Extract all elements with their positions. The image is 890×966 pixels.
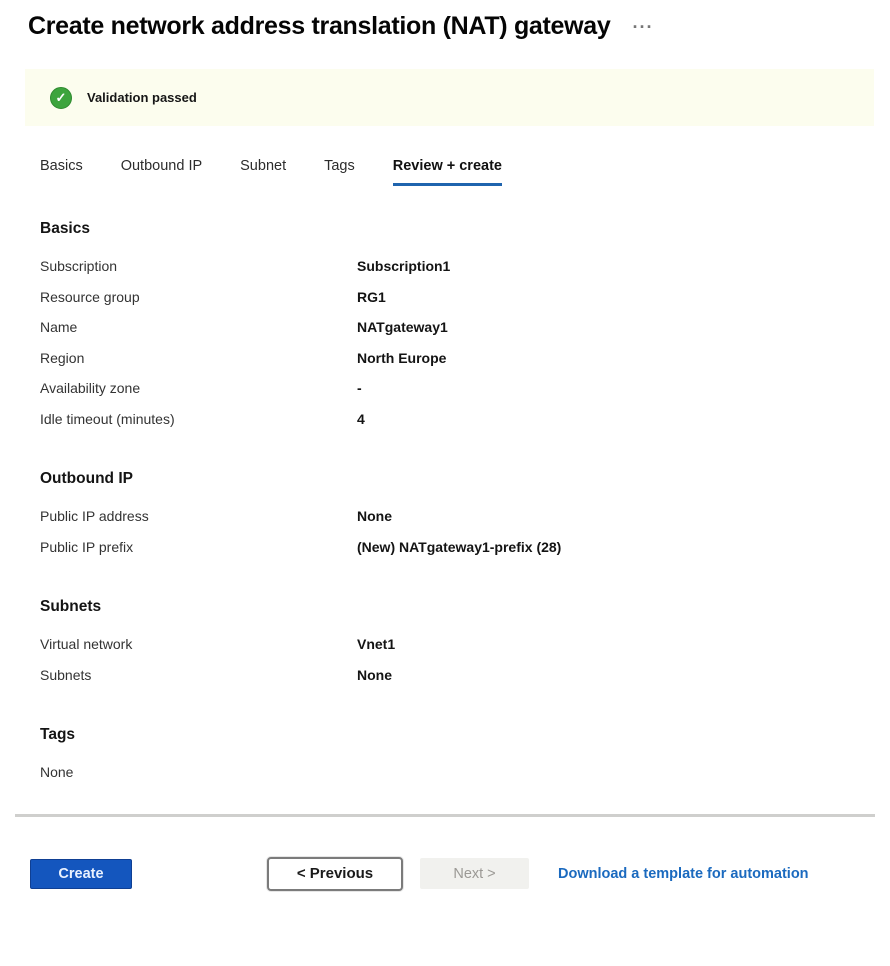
download-template-link[interactable]: Download a template for automation <box>558 865 809 882</box>
previous-button[interactable]: < Previous <box>267 857 403 891</box>
tab-basics[interactable]: Basics <box>40 158 83 174</box>
row-label: Public IP prefix <box>40 538 134 555</box>
row-label: Public IP address <box>40 508 149 525</box>
review-row <box>40 373 890 404</box>
section-subnets <box>40 598 890 690</box>
section-basics <box>40 220 890 434</box>
row-label: Virtual network <box>40 636 133 653</box>
row-value: North Europe <box>357 349 447 366</box>
row-value: Subscription1 <box>357 258 451 275</box>
section-heading-basics: Basics <box>40 220 90 237</box>
section-outbound-ip <box>40 470 890 562</box>
review-row <box>40 312 890 343</box>
row-label: Subnets <box>40 666 92 683</box>
footer-actions <box>30 857 890 891</box>
review-row <box>40 251 890 282</box>
row-label: Name <box>40 319 78 336</box>
tab-subnet[interactable]: Subnet <box>240 158 287 174</box>
page-title: Create network address translation (NAT) gateway <box>28 12 611 40</box>
check-circle-icon: ✓ <box>50 87 72 109</box>
row-value: RG1 <box>357 288 386 305</box>
row-label: Resource group <box>40 288 140 305</box>
row-value: NATgateway1 <box>357 319 448 336</box>
section-heading-outbound-ip: Outbound IP <box>40 470 133 487</box>
next-button[interactable]: Next > <box>420 858 529 889</box>
row-label: Idle timeout (minutes) <box>40 410 175 427</box>
create-button[interactable]: Create <box>30 859 132 889</box>
row-value: Vnet1 <box>357 636 396 653</box>
row-label: None <box>40 764 74 781</box>
tab-review-create[interactable]: Review + create <box>393 158 502 186</box>
review-row <box>40 629 890 660</box>
row-value: (New) NATgateway1-prefix (28) <box>357 538 562 555</box>
validation-message: Validation passed <box>87 90 197 105</box>
review-row <box>40 343 890 374</box>
review-row <box>40 660 890 691</box>
row-value: None <box>357 666 392 683</box>
row-label: Subscription <box>40 258 118 275</box>
row-label: Region <box>40 349 85 366</box>
review-row <box>40 501 890 532</box>
row-label: Availability zone <box>40 380 141 397</box>
review-row <box>40 282 890 313</box>
page-header <box>0 0 890 41</box>
section-tags <box>40 726 890 788</box>
review-content <box>40 220 890 788</box>
wizard-tabs <box>40 158 890 186</box>
review-row <box>40 757 890 788</box>
tab-outbound-ip[interactable]: Outbound IP <box>120 158 203 174</box>
row-value: - <box>357 380 362 397</box>
section-heading-subnets: Subnets <box>40 598 102 615</box>
footer-divider <box>15 814 875 817</box>
row-value: 4 <box>357 410 365 427</box>
section-heading-tags: Tags <box>40 726 76 743</box>
ellipsis-menu-icon[interactable]: ··· <box>632 17 654 37</box>
validation-banner <box>25 69 874 126</box>
review-row <box>40 532 890 563</box>
row-value: None <box>357 508 392 525</box>
review-row <box>40 404 890 435</box>
tab-tags[interactable]: Tags <box>324 158 355 174</box>
